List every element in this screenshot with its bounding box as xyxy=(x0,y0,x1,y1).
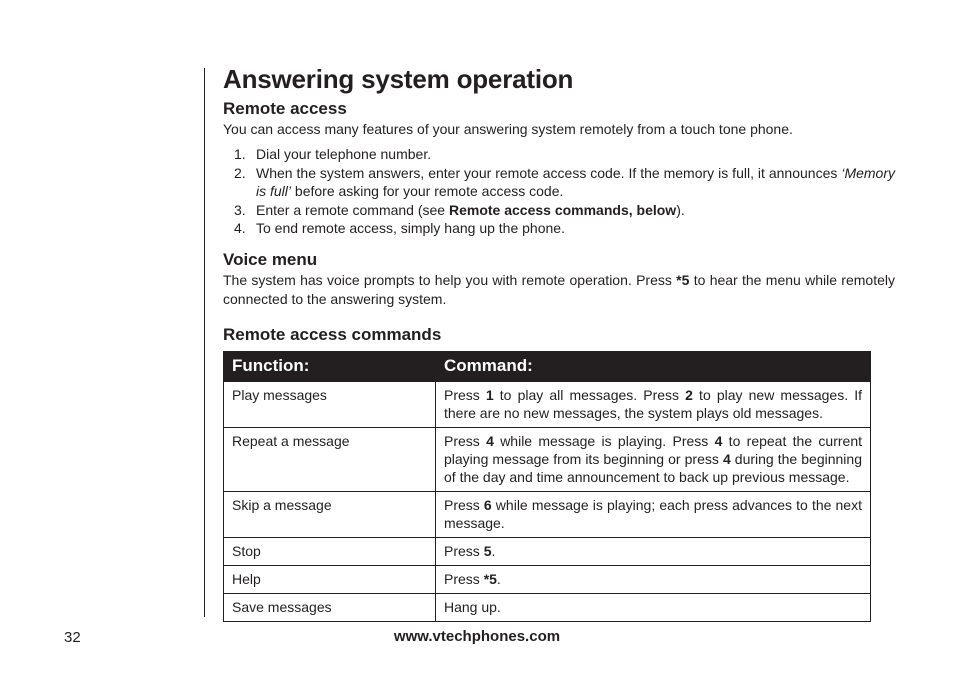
table-row xyxy=(224,537,871,565)
voice-menu-text xyxy=(223,271,895,309)
command-cell xyxy=(436,565,871,593)
step-text: Dial your telephone number. xyxy=(256,146,432,162)
step-number: 4. xyxy=(234,220,246,236)
command-key: 4 xyxy=(714,432,723,449)
step-item xyxy=(223,164,895,201)
command-key: 2 xyxy=(685,386,693,403)
step-text-italic: ‘Memory is full’ xyxy=(256,164,895,199)
step-text: ). xyxy=(676,201,685,218)
function-cell: Save messages xyxy=(224,593,436,621)
command-text: while message is playing. Press xyxy=(493,432,715,449)
command-cell xyxy=(436,491,871,537)
margin-rule xyxy=(204,68,205,617)
table-header-row xyxy=(224,351,871,381)
command-text: . xyxy=(491,542,496,559)
page-number: 32 xyxy=(64,629,81,646)
command-text: Hang up. xyxy=(444,598,501,615)
step-text-bold: Remote access commands, below xyxy=(448,201,677,218)
page-content xyxy=(223,62,895,622)
command-text: Press xyxy=(444,570,484,587)
column-header-function: Function: xyxy=(224,351,436,381)
command-cell xyxy=(436,537,871,565)
command-text: Press xyxy=(444,496,484,513)
command-text: Press xyxy=(444,542,484,559)
command-key: 6 xyxy=(483,496,492,513)
remote-access-heading: Remote access xyxy=(223,99,347,118)
command-text: Press xyxy=(444,386,486,403)
function-cell: Play messages xyxy=(224,381,436,427)
step-text: To end remote access, simply hang up the phone. xyxy=(256,220,565,236)
command-key: 5 xyxy=(483,542,492,559)
table-row xyxy=(224,427,871,491)
command-key: 4 xyxy=(486,432,494,449)
command-text: to repeat the current playing message from its beginning or press xyxy=(444,432,862,467)
step-number: 2. xyxy=(234,164,246,181)
page-title: Answering system operation xyxy=(223,64,574,94)
function-cell: Skip a message xyxy=(224,491,436,537)
function-cell: Stop xyxy=(224,537,436,565)
voice-menu-text-bold: *5 xyxy=(676,271,690,288)
command-text: while message is playing; each press advances to the next message. xyxy=(444,496,862,531)
table-row xyxy=(224,381,871,427)
voice-menu-heading: Voice menu xyxy=(223,249,318,269)
step-number: 3. xyxy=(234,201,246,218)
step-text: before asking for your remote access code. xyxy=(291,183,564,199)
command-cell xyxy=(436,381,871,427)
commands-heading: Remote access commands xyxy=(223,324,442,344)
command-text: Press xyxy=(444,432,487,449)
command-key: 1 xyxy=(485,386,494,403)
step-text: When the system answers, enter your remote access code. If the memory is full, it announces xyxy=(256,164,842,181)
column-header-command: Command: xyxy=(436,351,871,381)
footer-url: www.vtechphones.com xyxy=(393,628,561,645)
command-text: to play all messages. Press xyxy=(493,386,686,403)
step-text: Enter a remote command (see xyxy=(256,201,449,218)
command-key: 4 xyxy=(722,450,731,467)
command-key: *5 xyxy=(483,570,497,587)
step-number: 1. xyxy=(234,146,246,162)
step-item xyxy=(223,201,895,220)
step-item xyxy=(223,145,895,164)
command-text: . xyxy=(496,570,501,587)
command-text: to play new messages. If there are no new messages, the system plays old messages. xyxy=(444,386,862,421)
function-cell: Help xyxy=(224,565,436,593)
command-cell xyxy=(436,593,871,621)
table-row xyxy=(224,491,871,537)
remote-access-intro: You can access many features of your answering system remotely from a touch tone phone. xyxy=(223,121,793,137)
command-text: during the beginning of the day and time announcement to back up previous message. xyxy=(444,450,862,485)
command-cell xyxy=(436,427,871,491)
voice-menu-text-b: to hear the menu while remotely connected to the answering system. xyxy=(223,271,895,307)
voice-menu-text-a: The system has voice prompts to help you with remote operation. Press xyxy=(223,271,677,288)
remote-access-steps xyxy=(223,145,895,238)
step-item xyxy=(223,219,895,238)
table-row xyxy=(224,565,871,593)
table-row xyxy=(224,593,871,621)
commands-table xyxy=(223,351,871,622)
function-cell: Repeat a message xyxy=(224,427,436,491)
